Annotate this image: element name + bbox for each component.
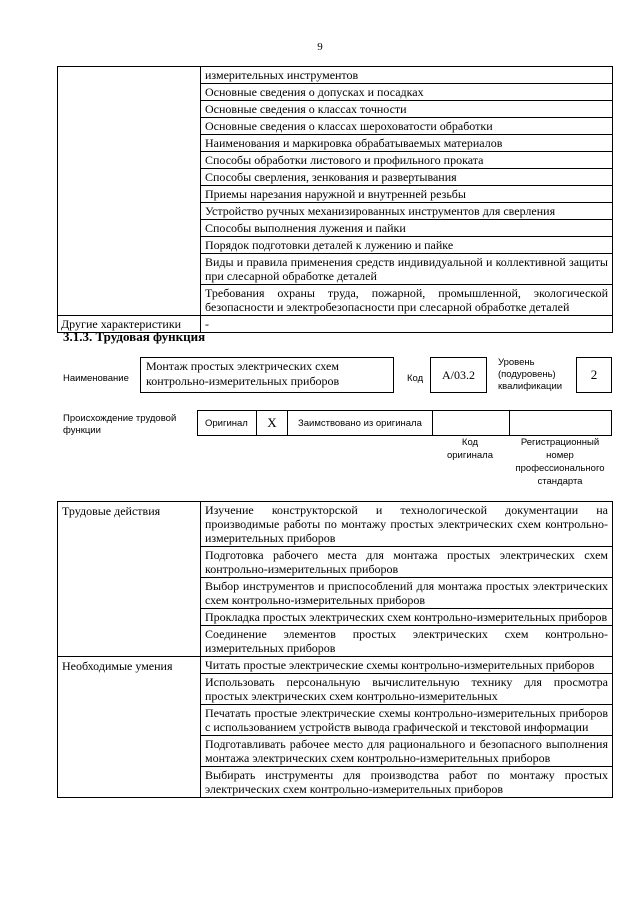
skill-item: Печатать простые электрические схемы контрольно-измерительных приборов с использованием устройств вывода графической и текстовой информации: [201, 705, 613, 736]
skill-item: Выбирать инструменты для производства работ по монтажу простых электрических схем контрольно-измерительных приборов: [201, 767, 613, 798]
page-number: 9: [317, 41, 323, 53]
knowledge-label-cell: [58, 67, 201, 316]
labor-action-item: Подготовка рабочего места для монтажа простых электрических схем контрольно-измерительных приборов: [201, 547, 613, 578]
other-characteristics-value: -: [201, 316, 613, 333]
name-value: Монтаж простых электрических схем контрольно-измерительных приборов: [140, 357, 394, 393]
knowledge-item: Способы сверления, зенкования и развертывания: [201, 169, 613, 186]
skill-item: Читать простые электрические схемы контрольно-измерительных приборов: [201, 657, 613, 674]
labor-action-item: Соединение элементов простых электрических схем контрольно-измерительных приборов: [201, 626, 613, 657]
section-title: 3.1.3. Трудовая функция: [63, 329, 206, 344]
skill-item: Использовать персональную вычислительную технику для просмотра простых электрических схем контрольно-измерительных: [201, 674, 613, 705]
knowledge-item: Порядок подготовки деталей к лужению и пайке: [201, 237, 613, 254]
labor-action-item: Выбор инструментов и приспособлений для монтажа простых электрических схем контрольно-измерительных приборов: [201, 578, 613, 609]
reg-number-label: Регистрационный номер профессионального стандарта: [515, 437, 605, 487]
knowledge-item: Устройство ручных механизированных инструментов для сверления: [201, 203, 613, 220]
labor-function-table: [57, 501, 613, 798]
origin-code-label: Код оригинала: [446, 437, 493, 461]
knowledge-item: Основные сведения о допусках и посадках: [201, 84, 613, 101]
origin-code-cell: [432, 411, 510, 435]
knowledge-item: Основные сведения о классах точности: [201, 101, 613, 118]
knowledge-item: Приемы нарезания наружной и внутренней резьбы: [201, 186, 613, 203]
origin-label: Происхождение трудовой функции: [63, 413, 177, 436]
name-label: Наименование: [63, 373, 129, 384]
knowledge-item: Требования охраны труда, пожарной, промышленной, экологической безопасности и электробезопасности при слесарной обработке деталей: [201, 285, 613, 316]
labor-action-item: Изучение конструкторской и технологической документации на производимые работы по монтажу простых электрических схем контрольно-измерительных приборов: [201, 502, 613, 547]
level-label: Уровень (подуровень) квалификации: [498, 357, 563, 392]
knowledge-item: Основные сведения о классах шероховатости обработки: [201, 118, 613, 135]
code-label: Код: [407, 373, 424, 384]
labor-action-item: Прокладка простых электрических схем контрольно-измерительных приборов: [201, 609, 613, 626]
code-value: A/03.2: [430, 357, 487, 393]
knowledge-item: Виды и правила применения средств индивидуальной и коллективной защиты при слесарной обработке деталей: [201, 254, 613, 285]
knowledge-table: [57, 66, 613, 333]
skill-item: Подготавливать рабочее место для рационального и безопасного выполнения монтажа электрических схем контрольно-измерительных приборов: [201, 736, 613, 767]
original-mark: X: [256, 411, 288, 435]
knowledge-item: Способы обработки листового и профильного проката: [201, 152, 613, 169]
skills-label: Необходимые умения: [58, 657, 201, 798]
labor-actions-label: Трудовые действия: [58, 502, 201, 657]
other-characteristics-label: Другие характеристики: [58, 316, 201, 333]
borrowed-label: Заимствовано из оригинала: [298, 418, 422, 429]
level-value: 2: [576, 357, 612, 393]
knowledge-item: Способы выполнения лужения и пайки: [201, 220, 613, 237]
knowledge-item: Наименования и маркировка обрабатываемых материалов: [201, 135, 613, 152]
origin-row: [197, 410, 612, 436]
knowledge-item: измерительных инструментов: [201, 67, 613, 84]
original-label: Оригинал: [205, 418, 248, 429]
